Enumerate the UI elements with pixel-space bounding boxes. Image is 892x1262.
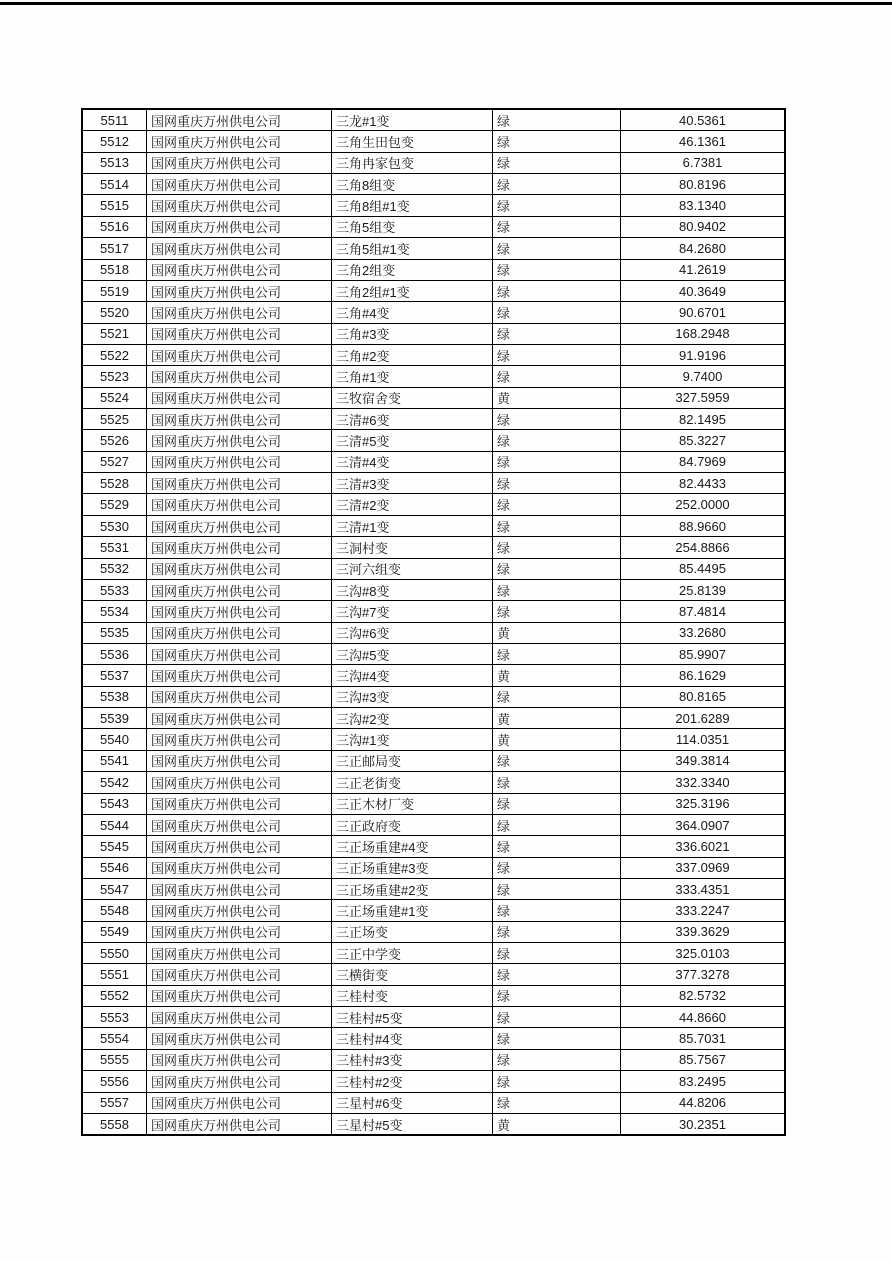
- status-color-cell: 黄: [493, 1114, 621, 1134]
- substation-name-cell: 三角生田包变: [332, 131, 493, 151]
- table-row: [83, 985, 784, 1006]
- value-cell: 254.8866: [675, 539, 730, 555]
- substation-name-cell: 三桂村#5变: [332, 1007, 493, 1027]
- table-row: [83, 365, 784, 386]
- row-id-cell: 5526: [83, 430, 147, 450]
- row-id-cell: 5522: [83, 345, 147, 365]
- row-id-cell: 5542: [83, 772, 147, 792]
- status-color-cell: 绿: [493, 195, 621, 215]
- company-cell: 国网重庆万州供电公司: [147, 708, 332, 728]
- row-id-cell: 5535: [83, 623, 147, 643]
- company-cell: 国网重庆万州供电公司: [147, 964, 332, 984]
- row-id-cell: 5556: [83, 1071, 147, 1091]
- table-row: [83, 579, 784, 600]
- substation-name-cell: 三角冉家包变: [332, 153, 493, 173]
- company-cell: 国网重庆万州供电公司: [147, 687, 332, 707]
- substation-name-cell: 三正场重建#2变: [332, 879, 493, 899]
- status-color-cell: 绿: [493, 174, 621, 194]
- substation-name-cell: 三清#4变: [332, 452, 493, 472]
- status-color-cell: 绿: [493, 537, 621, 557]
- table-row: [83, 558, 784, 579]
- row-id-cell: 5518: [83, 260, 147, 280]
- status-color-cell: 绿: [493, 260, 621, 280]
- table-row: [83, 771, 784, 792]
- table-row: [83, 408, 784, 429]
- value-cell: 333.4351: [675, 881, 730, 897]
- status-color-cell: 绿: [493, 494, 621, 514]
- status-color-cell: 绿: [493, 473, 621, 493]
- value-cell: 336.6021: [675, 838, 730, 854]
- value-cell: 80.9402: [679, 219, 726, 235]
- value-cell: 364.0907: [675, 817, 730, 833]
- status-color-cell: 绿: [493, 238, 621, 258]
- value-cell: 85.4495: [679, 561, 726, 577]
- value-cell: 33.2680: [679, 625, 726, 641]
- table-row: [83, 942, 784, 963]
- substation-name-cell: 三清#2变: [332, 494, 493, 514]
- substation-name-cell: 三沟#3变: [332, 687, 493, 707]
- value-cell: 80.8196: [679, 176, 726, 192]
- company-cell: 国网重庆万州供电公司: [147, 345, 332, 365]
- status-color-cell: 绿: [493, 110, 621, 130]
- company-cell: 国网重庆万州供电公司: [147, 751, 332, 771]
- table-row: [83, 899, 784, 920]
- status-color-cell: 绿: [493, 366, 621, 386]
- value-cell: 114.0351: [675, 732, 730, 748]
- row-id-cell: 5550: [83, 943, 147, 963]
- status-color-cell: 绿: [493, 324, 621, 344]
- value-cell: 327.5959: [675, 390, 730, 406]
- status-color-cell: 黄: [493, 388, 621, 408]
- value-cell: 83.2495: [679, 1073, 726, 1089]
- substation-table: [81, 108, 786, 1136]
- company-cell: 国网重庆万州供电公司: [147, 388, 332, 408]
- table-row: [83, 536, 784, 557]
- substation-name-cell: 三清#5变: [332, 430, 493, 450]
- table-row: [83, 1070, 784, 1091]
- row-id-cell: 5528: [83, 473, 147, 493]
- row-id-cell: 5515: [83, 195, 147, 215]
- value-cell: 25.8139: [679, 582, 726, 598]
- company-cell: 国网重庆万州供电公司: [147, 217, 332, 237]
- status-color-cell: 绿: [493, 452, 621, 472]
- table-row: [83, 814, 784, 835]
- table-row: [83, 429, 784, 450]
- row-id-cell: 5539: [83, 708, 147, 728]
- substation-name-cell: 三沟#1变: [332, 729, 493, 749]
- top-border-rule: [0, 2, 892, 5]
- value-cell: 91.9196: [679, 347, 726, 363]
- status-color-cell: 绿: [493, 815, 621, 835]
- row-id-cell: 5541: [83, 751, 147, 771]
- value-cell: 84.7969: [679, 454, 726, 470]
- substation-name-cell: 三清#6变: [332, 409, 493, 429]
- status-color-cell: 绿: [493, 644, 621, 664]
- value-cell: 332.3340: [675, 774, 730, 790]
- status-color-cell: 绿: [493, 794, 621, 814]
- status-color-cell: 绿: [493, 516, 621, 536]
- row-id-cell: 5524: [83, 388, 147, 408]
- value-cell: 82.4433: [679, 475, 726, 491]
- status-color-cell: 绿: [493, 879, 621, 899]
- substation-name-cell: 三角8组#1变: [332, 195, 493, 215]
- company-cell: 国网重庆万州供电公司: [147, 131, 332, 151]
- table-row: [83, 493, 784, 514]
- row-id-cell: 5546: [83, 858, 147, 878]
- row-id-cell: 5540: [83, 729, 147, 749]
- table-row: [83, 686, 784, 707]
- table-row: [83, 793, 784, 814]
- company-cell: 国网重庆万州供电公司: [147, 1028, 332, 1048]
- substation-name-cell: 三牧宿舍变: [332, 388, 493, 408]
- value-cell: 168.2948: [675, 326, 730, 342]
- row-id-cell: 5527: [83, 452, 147, 472]
- status-color-cell: 绿: [493, 580, 621, 600]
- company-cell: 国网重庆万州供电公司: [147, 815, 332, 835]
- substation-name-cell: 三沟#7变: [332, 601, 493, 621]
- table-row: [83, 387, 784, 408]
- value-cell: 30.2351: [679, 1116, 726, 1132]
- company-cell: 国网重庆万州供电公司: [147, 729, 332, 749]
- row-id-cell: 5521: [83, 324, 147, 344]
- status-color-cell: 黄: [493, 708, 621, 728]
- value-cell: 325.3196: [675, 796, 730, 812]
- company-cell: 国网重庆万州供电公司: [147, 943, 332, 963]
- company-cell: 国网重庆万州供电公司: [147, 794, 332, 814]
- status-color-cell: 绿: [493, 601, 621, 621]
- company-cell: 国网重庆万州供电公司: [147, 324, 332, 344]
- company-cell: 国网重庆万州供电公司: [147, 922, 332, 942]
- value-cell: 44.8206: [679, 1095, 726, 1111]
- substation-name-cell: 三正中学变: [332, 943, 493, 963]
- value-cell: 349.3814: [675, 753, 730, 769]
- status-color-cell: 黄: [493, 623, 621, 643]
- substation-name-cell: 三角2组变: [332, 260, 493, 280]
- company-cell: 国网重庆万州供电公司: [147, 452, 332, 472]
- substation-name-cell: 三正邮局变: [332, 751, 493, 771]
- status-color-cell: 绿: [493, 1028, 621, 1048]
- status-color-cell: 绿: [493, 1007, 621, 1027]
- table-row: [83, 323, 784, 344]
- value-cell: 252.0000: [675, 497, 730, 513]
- table-row: [83, 216, 784, 237]
- status-color-cell: 绿: [493, 751, 621, 771]
- value-cell: 82.1495: [679, 411, 726, 427]
- substation-name-cell: 三沟#4变: [332, 665, 493, 685]
- company-cell: 国网重庆万州供电公司: [147, 153, 332, 173]
- table-row: [83, 1092, 784, 1113]
- table-row: [83, 1049, 784, 1070]
- table-row: [83, 130, 784, 151]
- value-cell: 40.3649: [679, 283, 726, 299]
- substation-name-cell: 三正场重建#1变: [332, 900, 493, 920]
- value-cell: 82.5732: [679, 988, 726, 1004]
- status-color-cell: 绿: [493, 281, 621, 301]
- row-id-cell: 5532: [83, 559, 147, 579]
- company-cell: 国网重庆万州供电公司: [147, 623, 332, 643]
- row-id-cell: 5536: [83, 644, 147, 664]
- company-cell: 国网重庆万州供电公司: [147, 409, 332, 429]
- value-cell: 85.3227: [679, 433, 726, 449]
- row-id-cell: 5553: [83, 1007, 147, 1027]
- status-color-cell: 绿: [493, 900, 621, 920]
- value-cell: 201.6289: [675, 710, 730, 726]
- company-cell: 国网重庆万州供电公司: [147, 238, 332, 258]
- status-color-cell: 绿: [493, 131, 621, 151]
- substation-name-cell: 三桂村#4变: [332, 1028, 493, 1048]
- substation-name-cell: 三角5组变: [332, 217, 493, 237]
- company-cell: 国网重庆万州供电公司: [147, 260, 332, 280]
- substation-name-cell: 三沟#8变: [332, 580, 493, 600]
- table-row: [83, 750, 784, 771]
- value-cell: 46.1361: [679, 134, 726, 150]
- substation-name-cell: 三角2组#1变: [332, 281, 493, 301]
- value-cell: 44.8660: [679, 1009, 726, 1025]
- substation-name-cell: 三星村#6变: [332, 1093, 493, 1113]
- status-color-cell: 绿: [493, 772, 621, 792]
- status-color-cell: 绿: [493, 559, 621, 579]
- status-color-cell: 绿: [493, 964, 621, 984]
- value-cell: 333.2247: [675, 902, 730, 918]
- substation-name-cell: 三桂村变: [332, 986, 493, 1006]
- table-row: [83, 622, 784, 643]
- row-id-cell: 5514: [83, 174, 147, 194]
- status-color-cell: 绿: [493, 409, 621, 429]
- substation-name-cell: 三龙#1变: [332, 110, 493, 130]
- row-id-cell: 5554: [83, 1028, 147, 1048]
- row-id-cell: 5534: [83, 601, 147, 621]
- company-cell: 国网重庆万州供电公司: [147, 473, 332, 493]
- company-cell: 国网重庆万州供电公司: [147, 858, 332, 878]
- row-id-cell: 5538: [83, 687, 147, 707]
- status-color-cell: 绿: [493, 430, 621, 450]
- value-cell: 85.7031: [679, 1031, 726, 1047]
- substation-name-cell: 三沟#6变: [332, 623, 493, 643]
- row-id-cell: 5551: [83, 964, 147, 984]
- substation-name-cell: 三清#1变: [332, 516, 493, 536]
- company-cell: 国网重庆万州供电公司: [147, 1093, 332, 1113]
- company-cell: 国网重庆万州供电公司: [147, 900, 332, 920]
- row-id-cell: 5533: [83, 580, 147, 600]
- substation-name-cell: 三星村#5变: [332, 1114, 493, 1134]
- table-row: [83, 600, 784, 621]
- table-row: [83, 1027, 784, 1048]
- company-cell: 国网重庆万州供电公司: [147, 986, 332, 1006]
- company-cell: 国网重庆万州供电公司: [147, 110, 332, 130]
- substation-name-cell: 三角5组#1变: [332, 238, 493, 258]
- company-cell: 国网重庆万州供电公司: [147, 1114, 332, 1134]
- value-cell: 85.9907: [679, 646, 726, 662]
- row-id-cell: 5557: [83, 1093, 147, 1113]
- value-cell: 80.8165: [679, 689, 726, 705]
- value-cell: 337.0969: [675, 860, 730, 876]
- row-id-cell: 5547: [83, 879, 147, 899]
- substation-name-cell: 三正场变: [332, 922, 493, 942]
- substation-name-cell: 三正老街变: [332, 772, 493, 792]
- substation-name-cell: 三正场重建#3变: [332, 858, 493, 878]
- substation-name-cell: 三洞村变: [332, 537, 493, 557]
- value-cell: 83.1340: [679, 198, 726, 214]
- value-cell: 87.4814: [679, 603, 726, 619]
- value-cell: 86.1629: [679, 668, 726, 684]
- row-id-cell: 5519: [83, 281, 147, 301]
- company-cell: 国网重庆万州供电公司: [147, 665, 332, 685]
- status-color-cell: 绿: [493, 922, 621, 942]
- table-row: [83, 194, 784, 215]
- table-row: [83, 515, 784, 536]
- row-id-cell: 5520: [83, 302, 147, 322]
- company-cell: 国网重庆万州供电公司: [147, 195, 332, 215]
- company-cell: 国网重庆万州供电公司: [147, 1050, 332, 1070]
- value-cell: 84.2680: [679, 240, 726, 256]
- value-cell: 88.9660: [679, 518, 726, 534]
- value-cell: 325.0103: [675, 945, 730, 961]
- substation-name-cell: 三角#4变: [332, 302, 493, 322]
- row-id-cell: 5531: [83, 537, 147, 557]
- table-row: [83, 728, 784, 749]
- substation-name-cell: 三清#3变: [332, 473, 493, 493]
- status-color-cell: 绿: [493, 858, 621, 878]
- company-cell: 国网重庆万州供电公司: [147, 281, 332, 301]
- table-row: [83, 643, 784, 664]
- row-id-cell: 5543: [83, 794, 147, 814]
- table-row: [83, 1006, 784, 1027]
- company-cell: 国网重庆万州供电公司: [147, 516, 332, 536]
- substation-name-cell: 三沟#5变: [332, 644, 493, 664]
- table-row: [83, 280, 784, 301]
- table-row: [83, 963, 784, 984]
- row-id-cell: 5549: [83, 922, 147, 942]
- value-cell: 85.7567: [679, 1052, 726, 1068]
- table-row: [83, 1113, 784, 1134]
- company-cell: 国网重庆万州供电公司: [147, 836, 332, 856]
- value-cell: 339.3629: [675, 924, 730, 940]
- company-cell: 国网重庆万州供电公司: [147, 879, 332, 899]
- row-id-cell: 5552: [83, 986, 147, 1006]
- status-color-cell: 绿: [493, 986, 621, 1006]
- status-color-cell: 绿: [493, 943, 621, 963]
- row-id-cell: 5555: [83, 1050, 147, 1070]
- status-color-cell: 黄: [493, 729, 621, 749]
- substation-name-cell: 三正木材厂变: [332, 794, 493, 814]
- status-color-cell: 绿: [493, 153, 621, 173]
- table-row: [83, 878, 784, 899]
- table-row: [83, 237, 784, 258]
- status-color-cell: 绿: [493, 836, 621, 856]
- substation-name-cell: 三正场重建#4变: [332, 836, 493, 856]
- company-cell: 国网重庆万州供电公司: [147, 644, 332, 664]
- row-id-cell: 5544: [83, 815, 147, 835]
- value-cell: 41.2619: [679, 262, 726, 278]
- company-cell: 国网重庆万州供电公司: [147, 494, 332, 514]
- status-color-cell: 绿: [493, 687, 621, 707]
- row-id-cell: 5512: [83, 131, 147, 151]
- value-cell: 90.6701: [679, 304, 726, 320]
- substation-name-cell: 三正政府变: [332, 815, 493, 835]
- table-row: [83, 835, 784, 856]
- status-color-cell: 绿: [493, 302, 621, 322]
- substation-name-cell: 三角#1变: [332, 366, 493, 386]
- table-row: [83, 921, 784, 942]
- value-cell: 6.7381: [682, 155, 723, 171]
- row-id-cell: 5558: [83, 1114, 147, 1134]
- row-id-cell: 5545: [83, 836, 147, 856]
- value-cell: 40.5361: [679, 112, 726, 128]
- table-row: [83, 259, 784, 280]
- row-id-cell: 5523: [83, 366, 147, 386]
- status-color-cell: 绿: [493, 1071, 621, 1091]
- row-id-cell: 5530: [83, 516, 147, 536]
- row-id-cell: 5513: [83, 153, 147, 173]
- company-cell: 国网重庆万州供电公司: [147, 174, 332, 194]
- value-cell: 377.3278: [675, 967, 730, 983]
- substation-name-cell: 三角8组变: [332, 174, 493, 194]
- company-cell: 国网重庆万州供电公司: [147, 302, 332, 322]
- status-color-cell: 绿: [493, 217, 621, 237]
- substation-name-cell: 三桂村#2变: [332, 1071, 493, 1091]
- table-row: [83, 664, 784, 685]
- substation-name-cell: 三桂村#3变: [332, 1050, 493, 1070]
- table-row: [83, 344, 784, 365]
- company-cell: 国网重庆万州供电公司: [147, 430, 332, 450]
- company-cell: 国网重庆万州供电公司: [147, 1071, 332, 1091]
- row-id-cell: 5548: [83, 900, 147, 920]
- row-id-cell: 5516: [83, 217, 147, 237]
- table-row: [83, 472, 784, 493]
- table-row: [83, 301, 784, 322]
- substation-name-cell: 三沟#2变: [332, 708, 493, 728]
- substation-name-cell: 三河六组变: [332, 559, 493, 579]
- substation-name-cell: 三横街变: [332, 964, 493, 984]
- row-id-cell: 5537: [83, 665, 147, 685]
- company-cell: 国网重庆万州供电公司: [147, 559, 332, 579]
- table-row: [83, 707, 784, 728]
- substation-name-cell: 三角#2变: [332, 345, 493, 365]
- company-cell: 国网重庆万州供电公司: [147, 772, 332, 792]
- table-row: [83, 110, 784, 130]
- company-cell: 国网重庆万州供电公司: [147, 366, 332, 386]
- company-cell: 国网重庆万州供电公司: [147, 580, 332, 600]
- status-color-cell: 绿: [493, 345, 621, 365]
- row-id-cell: 5529: [83, 494, 147, 514]
- company-cell: 国网重庆万州供电公司: [147, 601, 332, 621]
- table-row: [83, 857, 784, 878]
- row-id-cell: 5525: [83, 409, 147, 429]
- status-color-cell: 黄: [493, 665, 621, 685]
- substation-name-cell: 三角#3变: [332, 324, 493, 344]
- status-color-cell: 绿: [493, 1050, 621, 1070]
- table-row: [83, 152, 784, 173]
- status-color-cell: 绿: [493, 1093, 621, 1113]
- company-cell: 国网重庆万州供电公司: [147, 1007, 332, 1027]
- row-id-cell: 5511: [83, 110, 147, 130]
- company-cell: 国网重庆万州供电公司: [147, 537, 332, 557]
- value-cell: 9.7400: [682, 368, 723, 384]
- row-id-cell: 5517: [83, 238, 147, 258]
- table-row: [83, 173, 784, 194]
- table-row: [83, 451, 784, 472]
